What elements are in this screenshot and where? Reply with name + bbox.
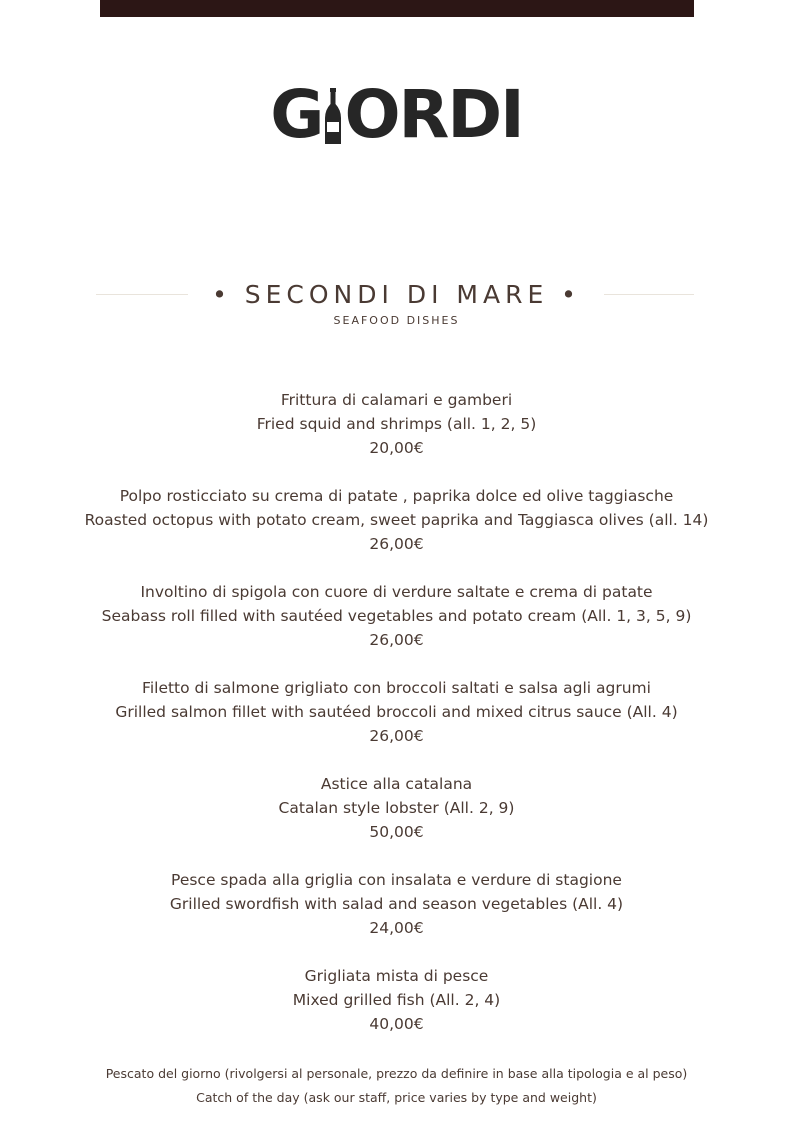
dish-price: 26,00€ [369, 631, 424, 649]
dish-list [0, 388, 793, 1060]
dish-name-italian: Grigliata mista di pesce [304, 967, 489, 985]
dish-name-italian: Frittura di calamari e gamberi [280, 391, 513, 409]
dish-price: 20,00€ [369, 439, 424, 457]
section-subtitle: SEAFOOD DISHES [333, 314, 460, 327]
top-bar [100, 0, 694, 17]
dish-name-english: Grilled salmon fillet with sautéed broccoli and mixed citrus sauce (All. 4) [115, 703, 678, 721]
footer-note [0, 1062, 793, 1110]
dish-item [0, 772, 793, 868]
logo-text-end: ORDI [344, 76, 523, 153]
dish-name-italian: Involtino di spigola con cuore di verdure saltate e crema di patate [140, 583, 653, 601]
dish-name-english: Fried squid and shrimps (all. 1, 2, 5) [256, 415, 537, 433]
dish-name-english: Grilled swordfish with salad and season vegetables (All. 4) [169, 895, 624, 913]
dish-price: 24,00€ [369, 919, 424, 937]
section-header [0, 278, 793, 312]
dish-name-italian: Astice alla catalana [320, 775, 473, 793]
dish-price: 26,00€ [369, 535, 424, 553]
logo-letter-g: G [270, 76, 323, 153]
dish-name-english: Seabass roll filled with sautéed vegetables and potato cream (All. 1, 3, 5, 9) [101, 607, 692, 625]
dish-item [0, 580, 793, 676]
dish-name-english: Catalan style lobster (All. 2, 9) [278, 799, 515, 817]
dish-name-english: Mixed grilled fish (All. 2, 4) [292, 991, 501, 1009]
dish-name-italian: Polpo rosticciato su crema di patate , paprika dolce ed olive taggiasche [119, 487, 674, 505]
dish-item [0, 388, 793, 484]
dish-name-english: Roasted octopus with potato cream, sweet paprika and Taggiasca olives (all. 14) [84, 511, 709, 529]
dish-item [0, 484, 793, 580]
dish-name-italian: Pesce spada alla griglia con insalata e verdure di stagione [171, 871, 622, 889]
dish-item [0, 964, 793, 1060]
dish-price: 26,00€ [369, 727, 424, 745]
dish-name-italian: Filetto di salmone grigliato con broccoli saltati e salsa agli agrumi [142, 679, 651, 697]
section-title: • SECONDI DI MARE • [212, 280, 581, 309]
dish-price: 50,00€ [369, 823, 424, 841]
catch-of-day-italian: Pescato del giorno (rivolgersi al personale, prezzo da definire in base alla tipologia e al peso) [105, 1066, 688, 1081]
wine-bottle-icon [324, 88, 342, 144]
divider-right [604, 294, 694, 295]
logo-wordmark [270, 76, 523, 153]
dish-price: 40,00€ [369, 1015, 424, 1033]
dish-item [0, 868, 793, 964]
giordi-logo [0, 76, 793, 153]
dish-item [0, 676, 793, 772]
catch-of-day-english: Catch of the day (ask our staff, price varies by type and weight) [196, 1090, 597, 1105]
